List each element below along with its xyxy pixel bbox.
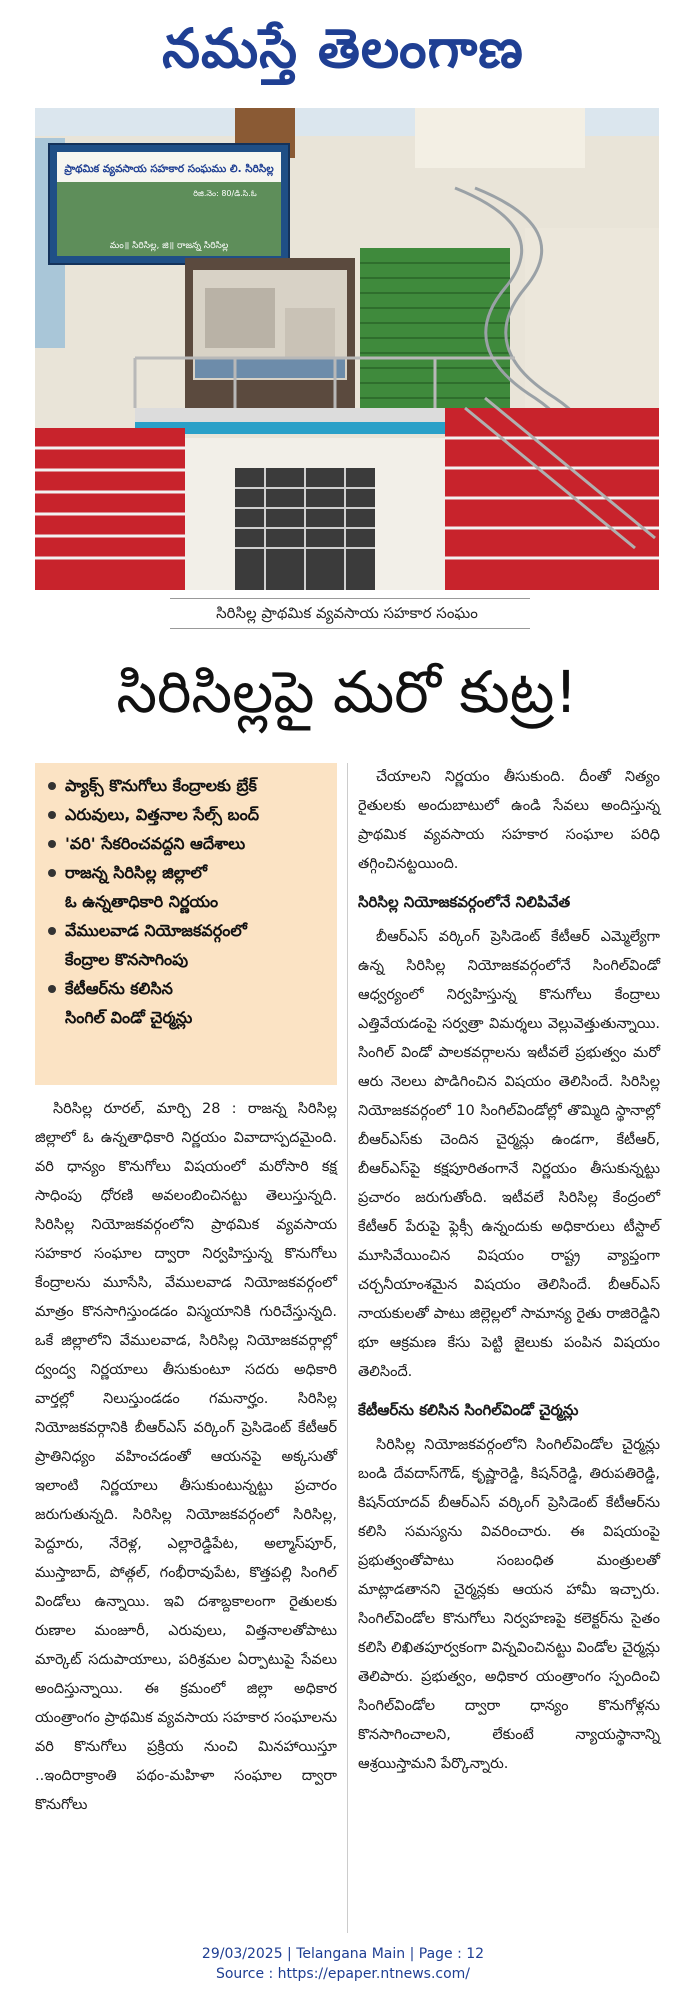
signboard-line1: ప్రాథమిక వ్యవసాయ సహకార సంఘము లి. సిరిసిల్ల [64,163,274,175]
highlight-text: రాజన్న సిరిసిల్ల జిల్లాలో [65,863,208,882]
highlight-item [45,829,329,858]
bullet-icon [48,869,56,877]
highlight-item-continued [45,1003,329,1032]
highlight-item [45,858,329,887]
footer-date-line: 29/03/2025 | Telangana Main | Page : 12 [201,1946,485,1962]
highlight-text: కేటీఆర్‌ను కలిసిన [65,979,173,998]
highlight-item-continued [45,945,329,974]
article-column-right [358,763,660,1779]
bullet-icon [48,782,56,790]
highlight-item-continued [45,887,329,916]
photo-caption: సిరిసిల్ల ప్రాథమిక వ్యవసాయ సహకార సంఘం [216,604,478,622]
highlight-text: ఎరువులు, విత్తనాల సేల్స్ బంద్ [65,805,259,824]
highlights-box [35,763,337,1085]
highlight-item [45,771,329,800]
highlight-item [45,974,329,1003]
highlight-item [45,916,329,945]
highlight-text: సింగిల్ విండో చైర్మన్లు [65,1008,193,1027]
highlight-text: ప్యాక్స్ కొనుగోలు కేంద్రాలకు బ్రేక్ [65,776,257,795]
section-subheading: సిరిసిల్ల నియోజకవర్గంలోనే నిలిపివేత [358,893,571,911]
article-paragraph: సిరిసిల్ల రూరల్, మార్చి 28 : రాజన్న సిరిసిల్ల జిల్లాలో ఓ ఉన్నతాధికారి నిర్ణయం వివాదాస్పదమైంది. వరి ధాన్యం కొనుగోలు విషయంలో మరోసారి కక్ష సాధింపు ధోరణి అవలంబించినట్టు తెలుస్తున్నది. సిరిసిల్ల నియోజకవర్గంలోని ప్రాథమిక వ్యవసాయ సహకార సంఘాల ద్వారా నిర్వహిస్తున్న కొనుగోలు కేంద్రాలను మూసేసి, వేములవాడ నియోజకవర్గంలో మాత్రం కొనసాగిస్తుండడం విస్మయానికి గురిచేస్తున్నది. ఒకే జిల్లాలోని వేములవాడ, సిరిసిల్ల నియోజకవర్గాల్లో ద్వంద్వ నిర్ణయాలు తీసుకుంటూ సదరు అధికారి వార్తల్లో నిలుస్తుండడం గమనార్హం. సిరిసిల్ల నియోజకవర్గానికి బీఆర్‌ఎస్ వర్కింగ్ ప్రెసిడెంట్ కేటీఆర్ ప్రాతినిధ్యం వహించడంతో ఆయనపై అక్కసుతో ఇలాంటి నిర్ణయాలు తీసుకుంటున్నట్టు ప్రచారం జరుగుతున్నది. సిరిసిల్ల నియోజకవర్గంలో సిరిసిల్ల, పెద్దూరు, నేరెళ్ల, ఎల్లారెడ్డిపేట, అల్మాస్‌పూర్, ముస్తాబాద్, పోత్గల్, గంభీరావుపేట, కొత్తపల్లి సింగిల్ విండోలు ఉన్నాయి. ఇవి దశాబ్దకాలంగా రైతులకు రుణాల మంజూరీ, ఎరువులు, విత్తనాలతోపాటు మార్కెట్ సదుపాయాలు, పరిశ్రమల ఏర్పాటుపై సేవలు అందిస్తున్నాయి. ఈ క్రమంలో జిల్లా అధికార యంత్రాంగం ప్రాథమిక వ్యవసాయ సహకార సంఘాలను వరి కొనుగోలు ప్రక్రియ నుంచి మినహాయిస్తూ ..ఇందిరాక్రాంతి పథం-మహిళా సంఘాల ద్వారా కొనుగోలు [35,1101,337,1813]
column-divider [347,763,348,1933]
article-paragraph: బీఆర్‌ఎస్ వర్కింగ్ ప్రెసిడెంట్ కేటీఆర్ ఎమ్మెల్యేగా ఉన్న సిరిసిల్ల నియోజకవర్గంలోనే సింగిల్‌విండో ఆధ్వర్యంలో నిర్వహిస్తున్న కొనుగోలు కేంద్రాలు ఎత్తివేయడంపై సర్వత్రా విమర్శలు వెల్లువెత్తుతున్నాయి. సింగిల్ విండో పాలకవర్గాలను ఇటీవలే ప్రభుత్వం మరో ఆరు నెలలు పొడిగించిన విషయం తెలిసిందే. సిరిసిల్ల నియోజకవర్గంలో 10 సింగిల్‌విండోల్లో తొమ్మిది స్థానాల్లో బీఆర్‌ఎస్‌కు చెందిన చైర్మన్లు ఉండగా, కేటీఆర్, బీఆర్‌ఎస్‌పై కక్షపూరితంగానే నిర్ణయం తీసుకున్నట్టు ప్రచారం జరుగుతోంది. ఇటీవలే సిరిసిల్ల కేంద్రంలో కేటీఆర్ పేరుపై ఫ్లెక్సీ ఉన్నందుకు అధికారులు టీస్టాల్ మూసివేయించిన విషయం రాష్ట్ర వ్యాప్తంగా చర్చనీయాంశమైన విషయం తెలిసిందే. బీఆర్‌ఎస్ నాయకులతో పాటు జిల్లెల్లలో సామాన్య రైతు రాజిరెడ్డిని భూ ఆక్రమణ కేసు పెట్టి జైలుకు పంపిన విషయం తెలిసిందే. [358,929,660,1380]
section-subheading: కేటీఆర్‌ను కలిసిన సింగిల్‌విండో చైర్మన్లు [358,1401,579,1419]
masthead-title: నమస్తే తెలంగాణ [162,16,524,80]
caption-rule-bottom [170,628,530,629]
highlight-item [45,800,329,829]
highlight-text: ఓ ఉన్నతాధికారి నిర్ణయం [65,892,219,911]
news-photo [35,108,659,590]
bullet-icon [48,985,56,993]
headline: సిరిసిల్లపై మరో కుట్ర! [116,658,578,726]
signboard-line3: మం॥ సిరిసిల్ల, జి॥ రాజన్న సిరిసిల్ల [109,241,229,251]
article-column-left [35,1095,337,1820]
article-paragraph: చేయాలని నిర్ణయం తీసుకుంది. దీంతో నిత్యం రైతులకు అందుబాటులో ఉండి సేవలు అందిస్తున్న ప్రాథమిక వ్యవసాయ సహకార సంఘాల పరిధి తగ్గించినట్టయింది. [358,769,660,872]
signboard-line2: రిజి.నెం: 80/డి.సి.ఓ [193,189,257,198]
bullet-icon [48,927,56,935]
highlight-text: 'వరి' సేకరించవద్దని ఆదేశాలు [65,834,246,853]
building-illustration [35,108,659,590]
article-paragraph: సిరిసిల్ల నియోజకవర్గంలోని సింగిల్‌విండోల చైర్మన్లు బండి దేవదాస్‌గౌడ్, కృష్ణారెడ్డి, కిషన్‌రెడ్డి, తిరుపతిరెడ్డి, కిషన్‌యాదవ్ బీఆర్‌ఎస్ వర్కింగ్ ప్రెసిడెంట్ కేటీఆర్‌ను కలిసి సమస్యను వివరించారు. ఈ విషయంపై ప్రభుత్వంతోపాటు సంబంధిత మంత్రులతో మాట్లాడతానని చైర్మన్లకు ఆయన హామీ ఇచ్చారు. సింగిల్‌విండోల కొనుగోలు నిర్వహణపై కలెక్టర్‌ను సైతం కలిసి లిఖితపూర్వకంగా విన్నవించినట్టు విండోల చైర్మన్లు తెలిపారు. ప్రభుత్వం, అధికార యంత్రాంగం స్పందించి సింగిల్‌విండోల ద్వారా ధాన్యం కొనుగోళ్లను కొనసాగించాలని, లేకుంటే న్యాయస్థానాన్ని ఆశ్రయిస్తామని పేర్కొన్నారు. [358,1437,660,1772]
bullet-icon [48,811,56,819]
highlight-text: వేములవాడ నియోజకవర్గంలో [65,921,247,940]
highlight-text: కేంద్రాల కొనసాగింపు [65,950,189,969]
footer-source-link[interactable]: Source : https://epaper.ntnews.com/ [215,1966,471,1982]
caption-rule-top [170,598,530,599]
bullet-icon [48,840,56,848]
